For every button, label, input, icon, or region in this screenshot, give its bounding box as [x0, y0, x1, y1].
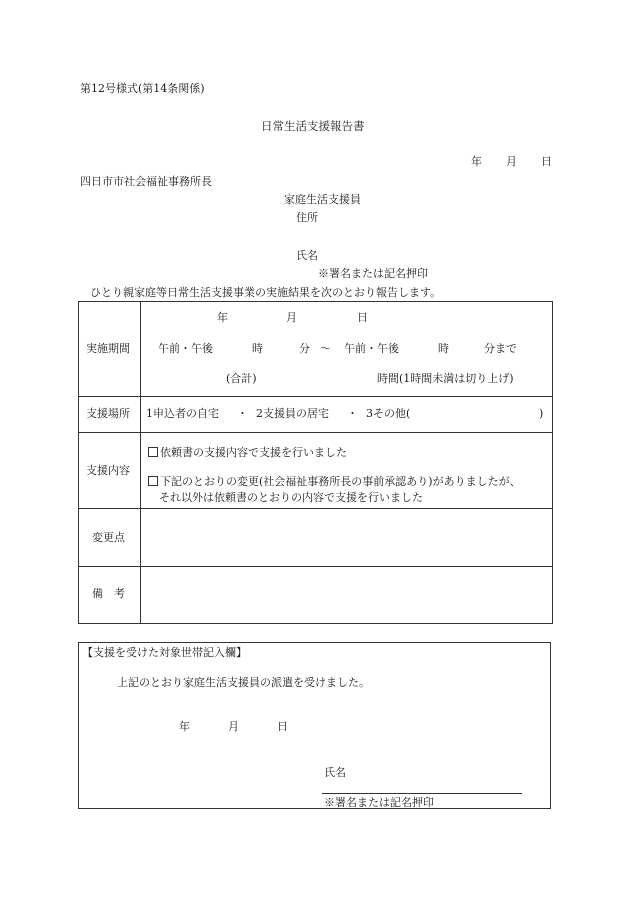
place-option-supporter: 2支援員の居宅	[256, 407, 329, 420]
changes-label: 変更点	[92, 531, 125, 544]
form-number: 第12号様式(第14条関係)	[80, 82, 205, 95]
reporter-role: 家庭生活支援員	[284, 193, 361, 206]
content-option-changed-line2: それ以外は依頼書のとおりの内容で支援を行いました	[159, 491, 423, 504]
household-month: 月	[228, 720, 239, 733]
remarks-label: 備 考	[92, 587, 125, 600]
date-year: 年	[471, 155, 482, 168]
place-option-home: 1申込者の自宅	[146, 407, 219, 420]
household-date	[179, 721, 288, 732]
reporter-name-label: 氏名	[296, 249, 318, 262]
date-line	[471, 156, 552, 167]
row-divider	[78, 432, 553, 433]
period-total: (合計)	[226, 372, 257, 385]
page-title: 日常生活支援報告書	[261, 119, 365, 133]
period-month: 月	[286, 311, 297, 324]
reporter-address-label: 住所	[296, 211, 318, 224]
row-divider	[78, 396, 553, 397]
date-day: 日	[541, 155, 552, 168]
period-ampm-start: 午前・午後	[158, 342, 213, 355]
checkbox-changed[interactable]	[148, 476, 158, 486]
period-label: 実施期間	[86, 342, 130, 355]
content-option-as-requested-label: 依頼書の支援内容で支援を行いました	[160, 446, 347, 459]
place-option-other: 3その他(	[366, 407, 411, 420]
period-minute-end: 分まで	[484, 342, 517, 355]
reporter-seal-note: ※署名または記名押印	[318, 267, 428, 280]
period-hour-end: 時	[438, 342, 449, 355]
period-minute-start: 分	[299, 342, 310, 355]
content-label: 支援内容	[86, 464, 130, 477]
household-header: 【支援を受けた対象世帯記入欄】	[82, 646, 247, 659]
place-close-paren: )	[539, 407, 544, 420]
period-hours-note: 時間(1時間未満は切り上げ)	[377, 372, 514, 385]
place-separator: ・	[347, 407, 358, 420]
row-divider	[78, 566, 553, 567]
period-tilde: 〜	[320, 342, 331, 355]
row-divider	[78, 508, 553, 509]
period-year: 年	[217, 311, 228, 324]
intro-text: ひとり親家庭等日常生活支援事業の実施結果を次のとおり報告します。	[90, 286, 442, 299]
period-ampm-end: 午前・午後	[344, 342, 399, 355]
content-option-changed-label: 下記のとおりの変更(社会福祉事務所長の事前承認あり)がありましたが、	[160, 475, 521, 488]
household-box	[78, 642, 551, 809]
date-month: 月	[506, 155, 517, 168]
household-statement: 上記のとおり家庭生活支援員の派遣を受けました。	[117, 676, 370, 689]
label-divider	[140, 301, 141, 624]
content-option-as-requested	[148, 447, 347, 458]
place-label: 支援場所	[86, 407, 130, 420]
signature-line	[322, 793, 522, 794]
period-hour-start: 時	[252, 342, 263, 355]
remarks-field[interactable]	[142, 570, 550, 620]
household-day: 日	[277, 720, 288, 733]
changes-field[interactable]	[142, 512, 550, 562]
period-day: 日	[357, 311, 368, 324]
household-name-label: 氏名	[324, 766, 346, 779]
household-seal-note: ※署名または記名押印	[324, 796, 434, 809]
checkbox-as-requested[interactable]	[148, 447, 158, 457]
household-year: 年	[179, 720, 190, 733]
content-option-changed	[148, 476, 521, 487]
recipient: 四日市市社会福祉事務所長	[80, 175, 212, 188]
place-separator: ・	[237, 407, 248, 420]
